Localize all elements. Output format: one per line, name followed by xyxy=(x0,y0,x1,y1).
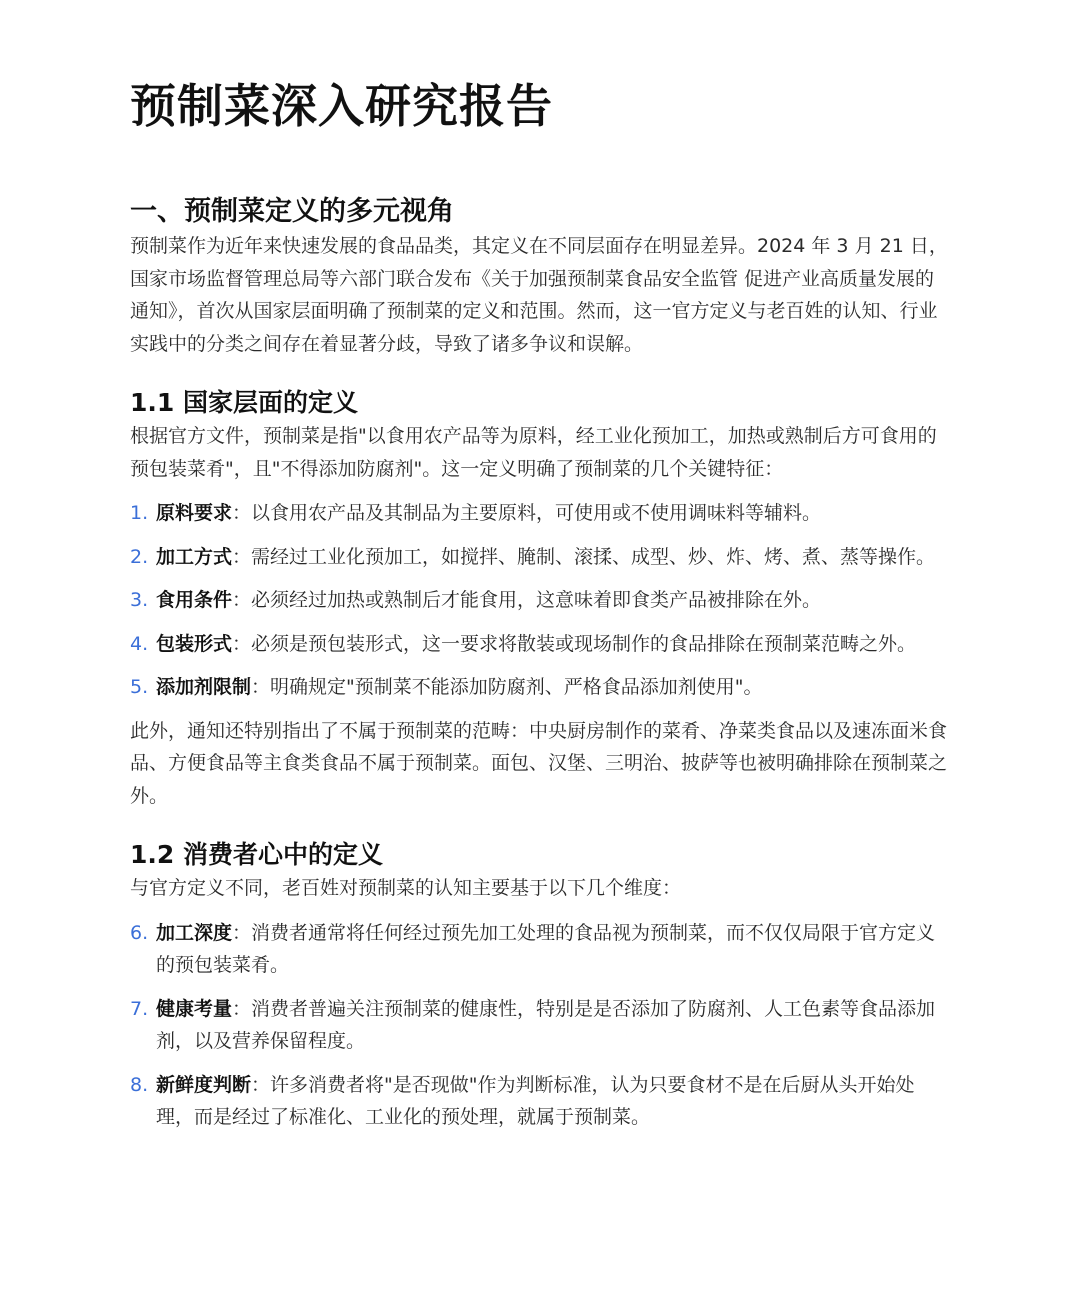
list-text: 明确规定"预制菜不能添加防腐剂、严格食品添加剂使用"。 xyxy=(270,676,763,698)
list-number: 2. xyxy=(130,545,149,568)
list-separator: ： xyxy=(232,589,252,611)
list-text: 消费者普遍关注预制菜的健康性，特别是是否添加了防腐剂、人工色素等食品添加剂，以及营养保留程度。 xyxy=(156,997,936,1052)
section-heading-1: 一、预制菜定义的多元视角 xyxy=(130,196,454,227)
document-title: 预制菜深入研究报告 xyxy=(130,79,553,133)
list-number: 7. xyxy=(130,997,149,1020)
list-term: 食用条件 xyxy=(156,589,233,611)
list-term: 原料要求 xyxy=(156,502,233,524)
list-item xyxy=(130,671,950,704)
subsection-heading-1-1: 1.1 国家层面的定义 xyxy=(130,388,358,417)
list-term: 添加剂限制 xyxy=(156,676,252,698)
subsection-1-1-intro: 根据官方文件，预制菜是指"以食用农产品等为原料，经工业化预加工，加热或熟制后方可食用的预包装菜肴"，且"不得添加防腐剂"。这一定义明确了预制菜的几个关键特征： xyxy=(130,425,937,480)
list-item xyxy=(130,1069,950,1134)
list-separator: ： xyxy=(232,632,252,655)
definition-feature-list xyxy=(130,497,950,704)
list-separator: ： xyxy=(232,502,252,524)
list-separator: ： xyxy=(251,676,271,698)
list-item xyxy=(130,993,950,1058)
list-text: 必须经过加热或熟制后才能食用，这意味着即食类产品被排除在外。 xyxy=(251,589,822,611)
list-term: 新鲜度判断 xyxy=(156,1073,252,1096)
list-number: 5. xyxy=(130,676,149,698)
list-separator: ： xyxy=(232,921,252,944)
list-item xyxy=(130,541,950,574)
list-number: 3. xyxy=(130,589,149,611)
list-item xyxy=(130,584,950,617)
list-separator: ： xyxy=(251,1073,271,1096)
list-number: 6. xyxy=(130,921,149,944)
list-text: 必须是预包装形式，这一要求将散装或现场制作的食品排除在预制菜范畴之外。 xyxy=(251,632,917,655)
list-term: 健康考量 xyxy=(156,997,233,1020)
section-1-intro: 预制菜作为近年来快速发展的食品品类，其定义在不同层面存在明显差异。2024 年 3 月 21 日，国家市场监督管理总局等六部门联合发布《关于加强预制菜食品安全监管 促进产业高质量发展的通知》，首次从国家层面明确了预制菜的定义和范围。然而，这一官方定义与老百姓的认知、行业实践中的分类之间存在着显著分歧，导致了诸多争议和误解。 xyxy=(130,235,948,355)
list-separator: ： xyxy=(232,545,252,568)
list-item xyxy=(130,917,950,982)
list-term: 加工方式 xyxy=(156,545,233,568)
subsection-1-1-outro: 此外，通知还特别指出了不属于预制菜的范畴：中央厨房制作的菜肴、净菜类食品以及速冻面米食品、方便食品等主食类食品不属于预制菜。面包、汉堡、三明治、披萨等也被明确排除在预制菜之外。 xyxy=(130,719,948,807)
list-item xyxy=(130,497,950,530)
subsection-1-2-intro: 与官方定义不同，老百姓对预制菜的认知主要基于以下几个维度： xyxy=(130,877,682,899)
list-text: 需经过工业化预加工，如搅拌、腌制、滚揉、成型、炒、炸、烤、煮、蒸等操作。 xyxy=(251,545,936,568)
list-text: 消费者通常将任何经过预先加工处理的食品视为预制菜，而不仅仅局限于官方定义的预包装菜肴。 xyxy=(156,921,936,976)
list-text: 许多消费者将"是否现做"作为判断标准，认为只要食材不是在后厨从头开始处理，而是经过了标准化、工业化的预处理，就属于预制菜。 xyxy=(156,1073,915,1128)
subsection-heading-1-2: 1.2 消费者心中的定义 xyxy=(130,840,383,869)
list-term: 加工深度 xyxy=(156,921,233,944)
list-number: 4. xyxy=(130,632,149,655)
list-term: 包装形式 xyxy=(156,632,233,655)
list-number: 8. xyxy=(130,1073,149,1096)
list-text: 以食用农产品及其制品为主要原料，可使用或不使用调味料等辅料。 xyxy=(251,502,822,524)
list-separator: ： xyxy=(232,997,252,1020)
list-item xyxy=(130,628,950,661)
list-number: 1. xyxy=(130,502,149,524)
consumer-view-list xyxy=(130,917,950,1134)
